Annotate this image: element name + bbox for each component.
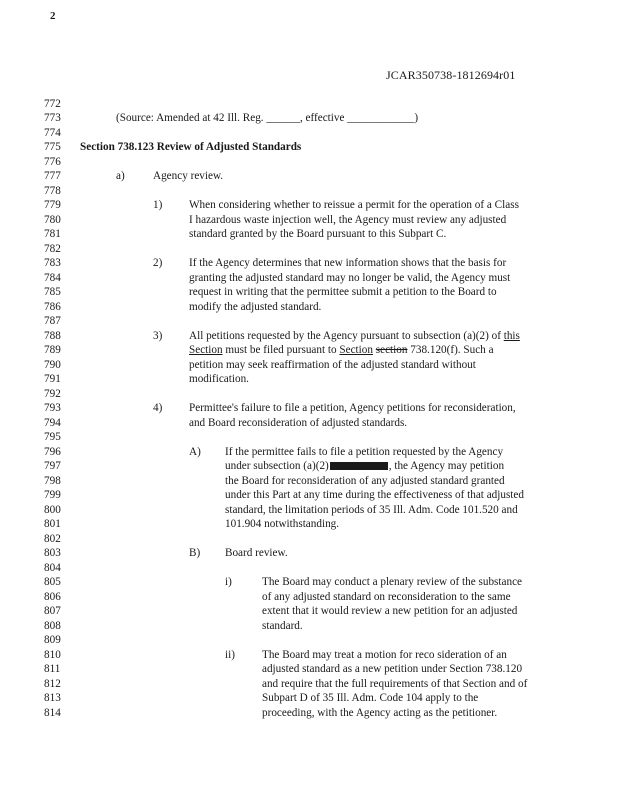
line-number: 812: [44, 678, 61, 690]
subsection-marker: a): [116, 170, 125, 182]
item-text: of any adjusted standard on reconsideration to the same: [262, 591, 511, 603]
subparagraph-text: standard, the limitation periods of 35 Ill. Adm. Code 101.520 and: [225, 504, 518, 516]
paragraph-text: If the Agency determines that new information shows that the basis for: [189, 257, 507, 269]
line-number: 789: [44, 344, 61, 356]
line-number: 782: [44, 243, 61, 255]
line-799: [0, 488, 618, 502]
line-795: [0, 430, 618, 444]
paragraph-text: Permittee's failure to file a petition, Agency petitions for reconsideration,: [189, 402, 516, 414]
line-number: 801: [44, 518, 61, 530]
line-number: 802: [44, 533, 61, 545]
line-791: [0, 372, 618, 386]
line-787: [0, 314, 618, 328]
line-number: 787: [44, 315, 61, 327]
line-number: 800: [44, 504, 61, 516]
line-776: [0, 155, 618, 169]
paragraph-marker: 2): [153, 257, 163, 269]
item-text: proceeding, with the Agency acting as the petitioner.: [262, 707, 498, 719]
line-780: [0, 213, 618, 227]
text-run: must be filed pursuant to: [222, 344, 340, 356]
line-number: 772: [44, 98, 61, 110]
line-808: [0, 619, 618, 633]
line-785: [0, 285, 618, 299]
paragraph-text: When considering whether to reissue a permit for the operation of a Class: [189, 199, 519, 211]
paragraph-text: modification.: [189, 373, 249, 385]
line-number: 792: [44, 388, 61, 400]
paragraph-text: and Board reconsideration of adjusted standards.: [189, 417, 408, 429]
line-778: [0, 184, 618, 198]
line-779: [0, 198, 618, 212]
line-798: [0, 474, 618, 488]
line-number: 781: [44, 228, 61, 240]
line-number: 790: [44, 359, 61, 371]
paragraph-marker: 1): [153, 199, 163, 211]
item-text: Subpart D of 35 Ill. Adm. Code 104 apply to the: [262, 692, 479, 704]
line-number: 796: [44, 446, 61, 458]
line-number: 808: [44, 620, 61, 632]
line-number: 807: [44, 605, 61, 617]
paragraph-text: I hazardous waste injection well, the Agency must review any adjusted: [189, 214, 507, 226]
subparagraph-text: 101.904 notwithstanding.: [225, 518, 340, 530]
line-number: 786: [44, 301, 61, 313]
line-number: 797: [44, 460, 61, 472]
line-773: [0, 111, 618, 125]
line-786: [0, 300, 618, 314]
line-number: 784: [44, 272, 61, 284]
line-788: [0, 329, 618, 343]
line-814: [0, 706, 618, 720]
line-804: [0, 561, 618, 575]
section-heading: Section 738.123 Review of Adjusted Standards: [80, 141, 302, 153]
line-783: [0, 256, 618, 270]
text-run: , the Agency may petition: [388, 460, 505, 472]
deleted-text: section: [375, 344, 408, 356]
page-number-mark: 2: [50, 10, 56, 22]
line-number: 805: [44, 576, 61, 588]
line-number: 813: [44, 692, 61, 704]
line-number: 803: [44, 547, 61, 559]
item-text: The Board may treat a motion for reco sideration of an: [262, 649, 507, 661]
line-number: 811: [44, 663, 61, 675]
line-792: [0, 387, 618, 401]
subparagraph-text: [225, 459, 504, 473]
subparagraph-marker: B): [189, 547, 201, 559]
line-781: [0, 227, 618, 241]
line-784: [0, 271, 618, 285]
item-text: adjusted standard as a new petition under Section 738.120: [262, 663, 523, 675]
item-marker: i): [225, 576, 232, 588]
line-number: 795: [44, 431, 61, 443]
line-772: [0, 97, 618, 111]
subsection-title: Agency review.: [153, 170, 224, 182]
line-number: 791: [44, 373, 61, 385]
item-text: extent that it would review a new petition for an adjusted: [262, 605, 518, 617]
redaction-mark: [330, 462, 388, 470]
line-794: [0, 416, 618, 430]
line-803: [0, 546, 618, 560]
line-811: [0, 662, 618, 676]
subparagraph-marker: A): [189, 446, 201, 458]
line-809: [0, 633, 618, 647]
line-812: [0, 677, 618, 691]
line-number: 809: [44, 634, 61, 646]
item-text: standard.: [262, 620, 303, 632]
line-790: [0, 358, 618, 372]
line-793: [0, 401, 618, 415]
line-number: 798: [44, 475, 61, 487]
paragraph-text: standard granted by the Board pursuant to this Subpart C.: [189, 228, 447, 240]
line-number: 779: [44, 199, 61, 211]
line-number: 780: [44, 214, 61, 226]
subparagraph-text: If the permittee fails to file a petition requested by the Agency: [225, 446, 504, 458]
line-number: 778: [44, 185, 61, 197]
line-774: [0, 126, 618, 140]
line-782: [0, 242, 618, 256]
line-805: [0, 575, 618, 589]
subparagraph-text: the Board for reconsideration of any adjusted standard granted: [225, 475, 505, 487]
line-number: 793: [44, 402, 61, 414]
line-800: [0, 503, 618, 517]
paragraph-marker: 4): [153, 402, 163, 414]
line-797: [0, 459, 618, 473]
paragraph-text: [189, 343, 494, 357]
line-802: [0, 532, 618, 546]
document-id: JCAR350738-1812694r01: [386, 68, 516, 82]
source-note: (Source: Amended at 42 Ill. Reg. ______, effective ____________): [116, 112, 419, 124]
line-number: 785: [44, 286, 61, 298]
line-number: 777: [44, 170, 61, 182]
line-number: 794: [44, 417, 61, 429]
line-789: [0, 343, 618, 357]
item-text: The Board may conduct a plenary review of the substance: [262, 576, 523, 588]
line-number: 783: [44, 257, 61, 269]
line-number: 810: [44, 649, 61, 661]
line-801: [0, 517, 618, 531]
paragraph-text: modify the adjusted standard.: [189, 301, 322, 313]
item-marker: ii): [225, 649, 235, 661]
line-796: [0, 445, 618, 459]
line-806: [0, 590, 618, 604]
inserted-text: Section: [339, 344, 373, 356]
paragraph-text: granting the adjusted standard may no longer be valid, the Agency must: [189, 272, 511, 284]
text-run: All petitions requested by the Agency pursuant to subsection (a)(2) of: [189, 330, 504, 342]
inserted-text: this: [503, 330, 520, 342]
text-run: under subsection (a)(2): [225, 460, 329, 472]
line-810: [0, 648, 618, 662]
subparagraph-text: Board review.: [225, 547, 288, 559]
item-text: and require that the full requirements of that Section and of: [262, 678, 528, 690]
paragraph-text: petition may seek reaffirmation of the adjusted standard without: [189, 359, 476, 371]
line-number: 799: [44, 489, 61, 501]
line-777: [0, 169, 618, 183]
line-number: 804: [44, 562, 61, 574]
line-775: [0, 140, 618, 154]
paragraph-marker: 3): [153, 330, 163, 342]
inserted-text: Section: [189, 344, 223, 356]
line-813: [0, 691, 618, 705]
line-number: 773: [44, 112, 61, 124]
line-number: 775: [44, 141, 61, 153]
text-run: 738.120(f). Such a: [407, 344, 494, 356]
line-number: 806: [44, 591, 61, 603]
subparagraph-text: under this Part at any time during the effectiveness of that adjusted: [225, 489, 524, 501]
line-number: 776: [44, 156, 61, 168]
line-number: 774: [44, 127, 61, 139]
paragraph-text: request in writing that the permittee submit a petition to the Board to: [189, 286, 497, 298]
line-807: [0, 604, 618, 618]
line-number: 788: [44, 330, 61, 342]
paragraph-text: [189, 329, 520, 343]
line-number: 814: [44, 707, 61, 719]
